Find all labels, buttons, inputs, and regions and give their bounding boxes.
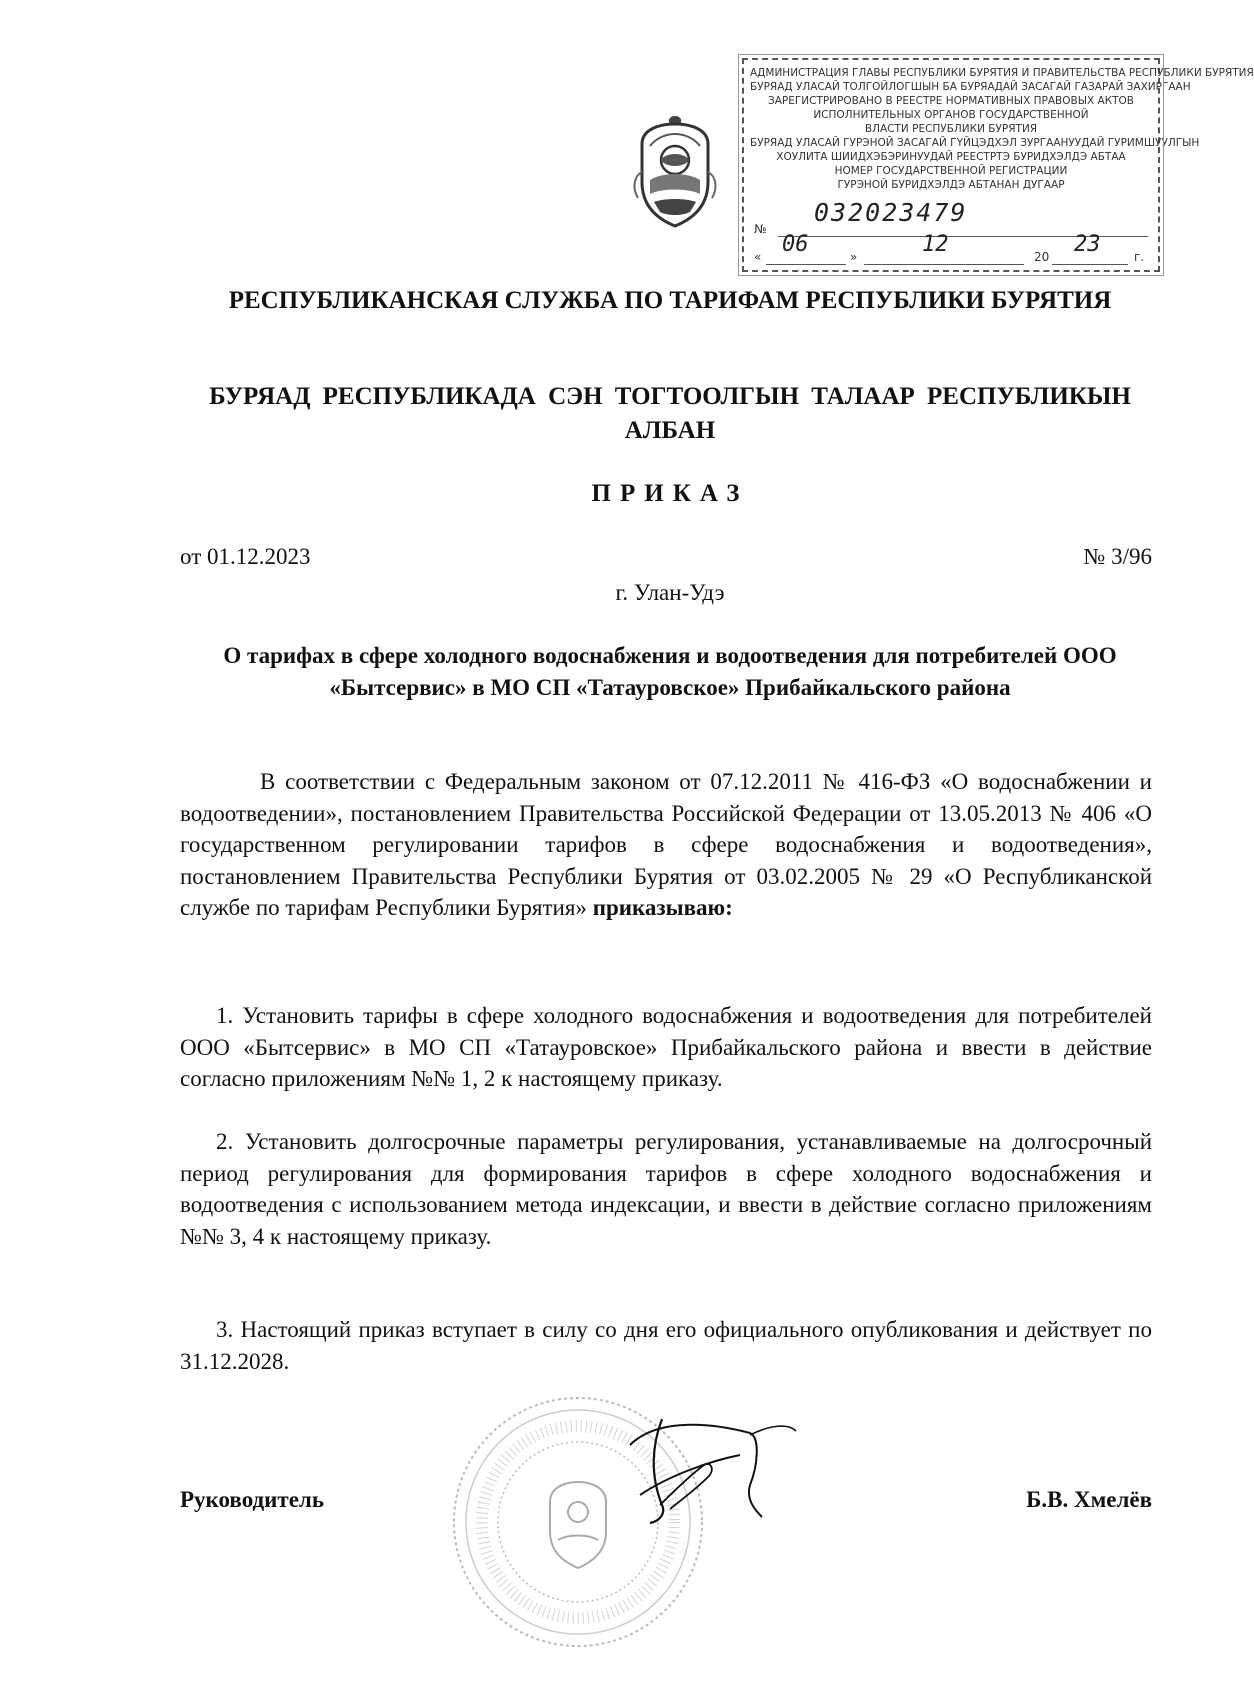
registration-date-row [752,232,1152,270]
registration-stamp [742,58,1254,272]
stamp-line: НОМЕР ГОСУДАРСТВЕННОЙ РЕГИСТРАЦИИ [834,165,1068,177]
coat-of-arms-emblem-icon [620,112,730,230]
date-quote-open: « [754,250,762,264]
document-number: № 3/96 [1083,544,1152,569]
registration-date-year-prefix: 20 [1034,250,1050,264]
date-year-underline [1052,264,1128,265]
registration-date-day: 06 [782,232,809,257]
order-item-3: 3. Настоящий приказ вступает в силу со дня его официального опубликования и действует по 31.12.2028. [180,1317,1152,1374]
stamp-line: БУРЯАД УЛАСАЙ ГУРЭНОЙ ЗАСАГАЙ ГҮЙЦЭДХЭЛ ЗУРГААНУУДАЙ ГУРИМШУУЛГЫН [750,137,1200,149]
stamp-line: ГУРЭНОЙ БУРИДХЭЛДЭ АБТАНАН ДУГААР [837,179,1065,191]
intro-text: В соответствии с Федеральным законом от 07.12.2011 № 416-ФЗ «О водоснабжении и водоотведении», постановлением Правительства Российской Федерации от 13.05.2013 № 406 «О государственном регулировании тарифов в сфере водоснабжения и водоотведения», постановлением Правительства Республики Бурятия от 03.02.2005 № 29 «О Республиканской службе по тарифам Республики Бурятия» [180,769,1152,920]
document-date: от 01.12.2023 [180,544,311,569]
date-day-underline [766,264,846,265]
stamp-line: ВЛАСТИ РЕСПУБЛИКИ БУРЯТИЯ [864,123,1038,135]
document-type-title: ПРИКАЗ [591,480,749,507]
stamp-line: АДМИНИСТРАЦИЯ ГЛАВЫ РЕСПУБЛИКИ БУРЯТИЯ И ПРАВИТЕЛЬСТВА РЕСПУБЛИКИ БУРЯТИЯ [750,67,1254,79]
organization-name-bua: БУРЯАД РЕСПУБЛИКАДА СЭН ТОГТООЛГЫН ТАЛААР РЕСПУБЛИКЫН АЛБАН [209,383,1131,444]
handwritten-signature-icon [600,1405,800,1535]
organization-name-ru: РЕСПУБЛИКАНСКАЯ СЛУЖБА ПО ТАРИФАМ РЕСПУБЛИКИ БУРЯТИЯ [228,287,1112,314]
registration-number-prefix: № [754,222,767,236]
order-item-1: 1. Установить тарифы в сфере холодного водоснабжения и водоотведения для потребителей ООО «Бытсервис» в МО СП «Татауровское» Прибайкальского района и ввести в действие согласно приложениям №№ 1, 2 к настоящему приказу. [180,1003,1152,1091]
stamp-line: БУРЯАД УЛАСАЙ ТОЛГОЙЛОГШЫН БА БУРЯАДАЙ ЗАСАГАЙ ГАЗАРАЙ ЗАХИРГААН [750,81,1191,93]
date-quote-close: » [850,250,858,264]
intro-paragraph [180,766,1152,924]
signatory-name: Б.В. Хмелёв [1026,1487,1152,1512]
registration-date-month: 12 [922,232,949,257]
stamp-line: ХОУЛИТА ШИИДХЭБЭРИНУУДАЙ РЕЕСТРТЭ БУРИДХЭЛДЭ АБТАА [776,151,1126,163]
date-month-underline [864,264,1024,265]
document-city: г. Улан-Удэ [615,580,725,605]
registration-date-year: 23 [1074,232,1101,257]
registration-number-value: 032023479 [814,198,968,227]
stamp-line: ЗАРЕГИСТРИРОВАНО В РЕЕСТРЕ НОРМАТИВНЫХ ПРАВОВЫХ АКТОВ [767,95,1135,107]
signatory-role: Руководитель [180,1487,324,1512]
order-item-2: 2. Установить долгосрочные параметры регулирования, устанавливаемые на долгосрочный период регулирования для формирования тарифов в сфере холодного водоснабжения и водоотведения с использованием метода индексации, и ввести в действие согласно приложениям №№ 3, 4 к настоящему приказу. [180,1129,1152,1249]
intro-emphasis: приказываю: [592,895,733,920]
stamp-line: ИСПОЛНИТЕЛЬНЫХ ОРГАНОВ ГОСУДАРСТВЕННОЙ [813,109,1089,121]
document-subject: О тарифах в сфере холодного водоснабжения и водоотведения для потребителей ООО «Бытсервис» в МО СП «Татауровское» Прибайкальского района [223,643,1117,700]
registration-date-suffix: г. [1134,250,1145,264]
